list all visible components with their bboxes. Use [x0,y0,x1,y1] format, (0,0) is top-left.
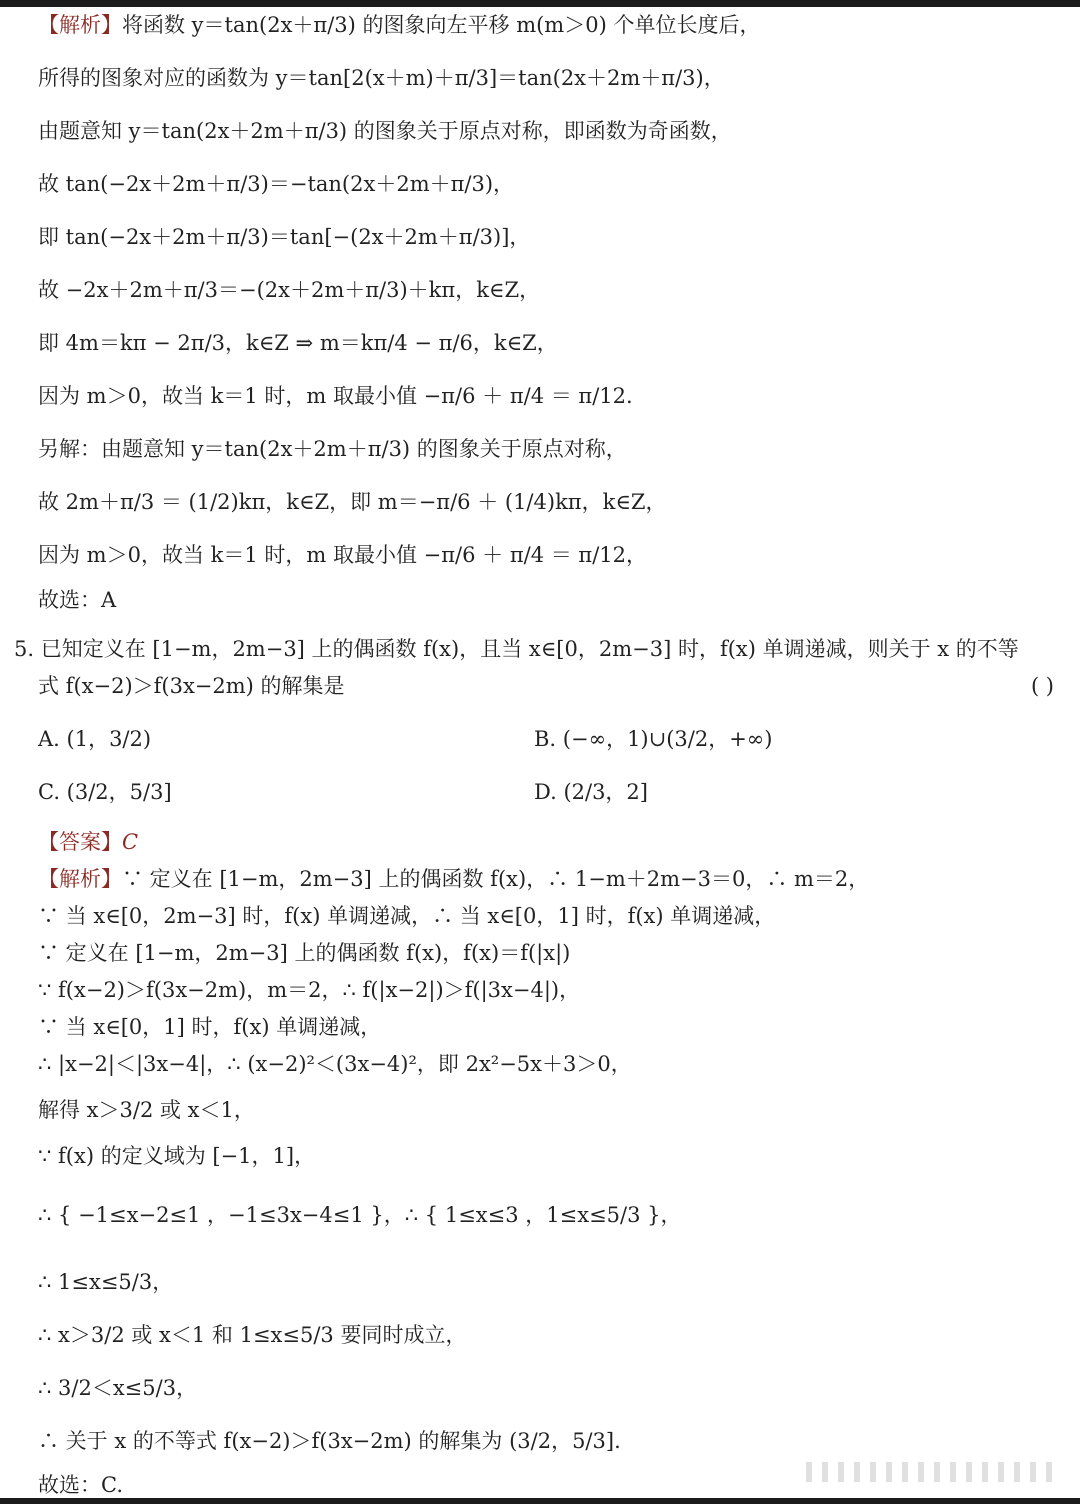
q5-solution-line-5: ∵ 当 x∈[0，1] 时，f(x) 单调递减， [38,1015,382,1039]
option-a: A. (1，3/2) [38,727,152,751]
q5-solution-line-7: 解得 x＞3/2 或 x＜1， [38,1098,255,1122]
q4-solution-line-3: 由题意知 y＝tan(2x＋2m＋π/3) 的图象关于原点对称，即函数为奇函数， [38,119,732,143]
q4-solution-line-11: 因为 m＞0，故当 k＝1 时，m 取最小值 −π/6 ＋ π/4 ＝ π/12， [38,543,648,567]
q4-solution-line-2: 所得的图象对应的函数为 y＝tan[2(x＋m)＋π/3]＝tan(2x＋2m＋π/3)， [38,66,725,90]
q5-solution-line-2: ∵ 当 x∈[0，2m−3] 时，f(x) 单调递减，∴ 当 x∈[0，1] 时，f(x) 单调递减， [38,904,776,928]
analysis-tag: 【解析】 [38,867,122,891]
q5-solution-line-13: ∴ 关于 x 的不等式 f(x−2)＞f(3x−2m) 的解集为 (3/2，5/3]. [38,1429,621,1453]
analysis-tag: 【解析】 [38,13,122,37]
q4-solution-line-5: 即 tan(−2x＋2m＋π/3)＝tan[−(2x＋2m＋π/3)]， [38,225,531,249]
answer-line [38,827,138,859]
q5-solution-line-12: ∴ 3/2＜x≤5/3， [38,1376,198,1400]
q4-solution-line-7: 即 4m＝kπ − 2π/3，k∈Z ⇒ m＝kπ/4 − π/6，k∈Z， [38,331,558,355]
q5-solution-line-9: ∴ { −1≤x−2≤1 ，−1≤3x−4≤1 }，∴ { 1≤x≤3 ，1≤x≤5/3 }， [38,1203,682,1227]
top-edge-bar [0,0,1080,7]
option-d: D. (2/3，2] [534,780,648,804]
q4-choice-line: 故选：A [38,588,117,612]
answer-blank: ( ) [1030,674,1054,698]
q5-solution-line-1: 【解析】∵ 定义在 [1−m，2m−3] 上的偶函数 f(x)，∴ 1−m＋2m−3＝0，∴ m＝2， [38,867,870,891]
option-b: B. (−∞，1)∪(3/2，+∞) [534,727,773,751]
q5-solution-line-6: ∴ |x−2|＜|3x−4|，∴ (x−2)²＜(3x−4)²，即 2x²−5x＋3＞0， [38,1052,632,1076]
q5-solution-line-10: ∴ 1≤x≤5/3， [38,1270,174,1294]
q5-solution-line-3: ∵ 定义在 [1−m，2m−3] 上的偶函数 f(x)，f(x)＝f(|x|) [38,941,571,965]
q5-final-choice: 故选：C. [38,1473,123,1497]
q5-stem-line-2: 式 f(x−2)＞f(3x−2m) 的解集是 ( ) [38,671,1068,703]
q4-solution-line-9: 另解：由题意知 y＝tan(2x＋2m＋π/3) 的图象关于原点对称， [38,437,627,461]
q5-solution-line-8: ∵ f(x) 的定义域为 [−1，1]， [38,1144,316,1168]
q5-solution-line-4: ∵ f(x−2)＞f(3x−2m)，m＝2，∴ f(|x−2|)＞f(|3x−4|)， [38,978,581,1002]
q4-solution-line-1: 【解析】将函数 y＝tan(2x＋π/3) 的图象向左平移 m(m＞0) 个单位长度后， [38,13,761,37]
q4-solution-line-4: 故 tan(−2x＋2m＋π/3)＝−tan(2x＋2m＋π/3)， [38,172,515,196]
option-c: C. (3/2，5/3] [38,780,172,804]
q4-solution-line-8: 因为 m＞0，故当 k＝1 时，m 取最小值 −π/6 ＋ π/4 ＝ π/12. [38,384,633,408]
q4-solution-line-6: 故 −2x＋2m＋π/3＝−(2x＋2m＋π/3)＋kπ，k∈Z， [38,278,541,302]
watermark-stripes [806,1462,1056,1482]
q4-solution-line-10: 故 2m＋π/3 ＝ (1/2)kπ，k∈Z，即 m＝−π/6 ＋ (1/4)kπ，k∈Z， [38,490,667,514]
bottom-edge-bar [0,1498,1080,1504]
answer-value: C [122,830,139,854]
q5-solution-line-11: ∴ x＞3/2 或 x＜1 和 1≤x≤5/3 要同时成立， [38,1323,467,1347]
q5-stem-line-1: 5. 已知定义在 [1−m，2m−3] 上的偶函数 f(x)，且当 x∈[0，2m−3] 时，f(x) 单调递减，则关于 x 的不等 [14,637,1019,661]
answer-tag: 【答案】 [38,830,122,854]
